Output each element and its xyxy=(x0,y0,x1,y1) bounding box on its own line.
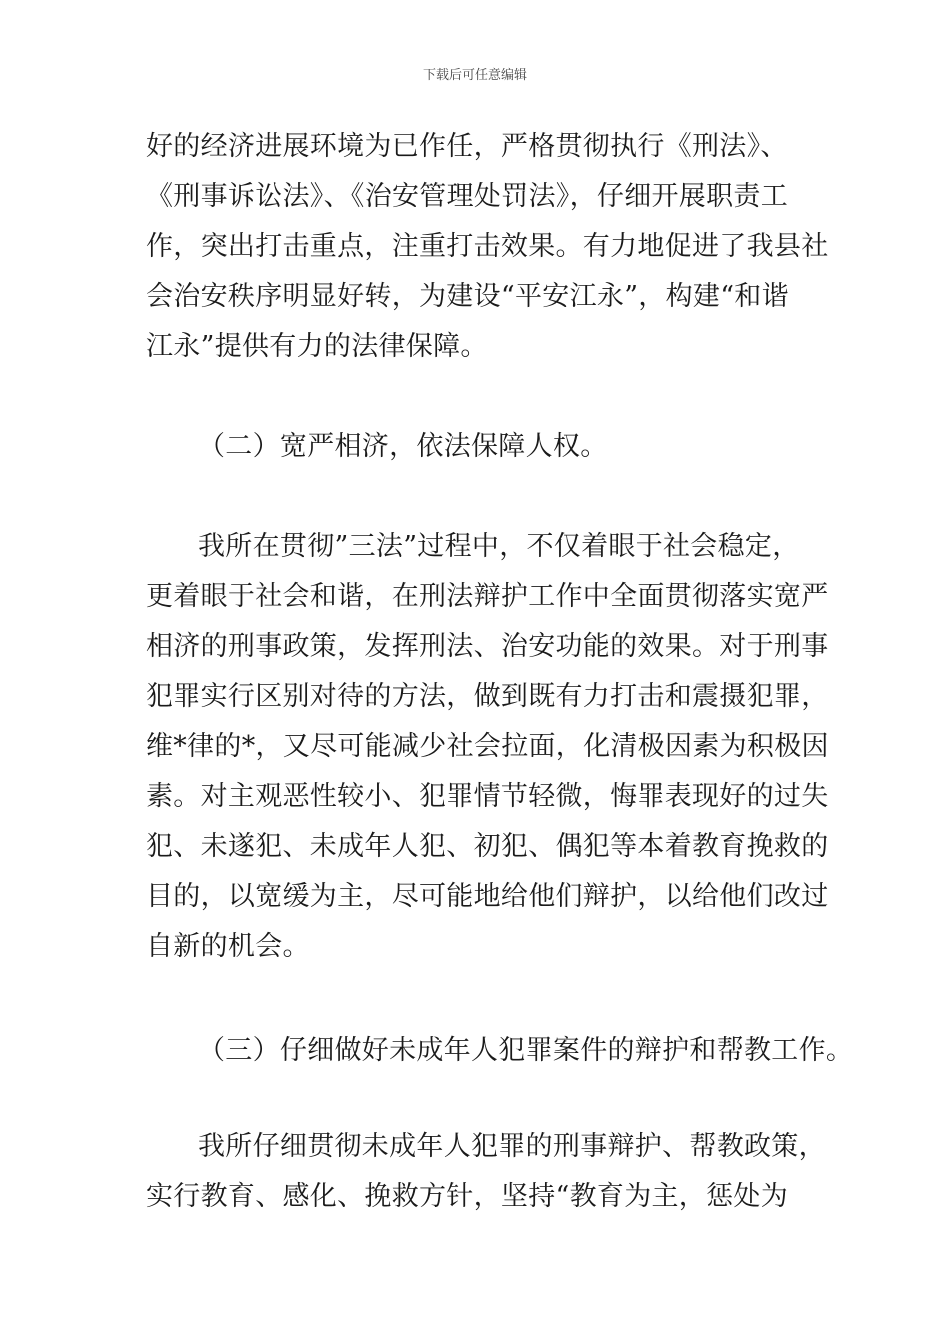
text-line: 我所仔细贯彻未成年人犯罪的刑事辩护、帮教政策， xyxy=(198,1131,826,1162)
text-line: 《刑事诉讼法》、《治安管理处罚法》，仔细开展职责工 xyxy=(146,181,788,212)
section-heading-2: （二）宽严相济，依法保障人权。 xyxy=(198,431,608,462)
paragraph-2 xyxy=(146,522,829,972)
text-line: 犯罪实行区别对待的方法，做到既有力打击和震摄犯罪， xyxy=(146,681,829,712)
text-line: 目的，以宽缓为主，尽可能地给他们辩护，以给他们改过 xyxy=(146,881,829,912)
text-line: 犯、未遂犯、未成年人犯、初犯、偶犯等本着教育挽救的 xyxy=(146,831,829,862)
text-line: 实行教育、感化、挽救方针，坚持“教育为主，惩处为 xyxy=(146,1181,789,1212)
text-line: 作，突出打击重点，注重打击效果。有力地促进了我县社 xyxy=(146,231,829,262)
text-line: 素。对主观恶性较小、犯罪情节轻微，悔罪表现好的过失 xyxy=(146,781,829,812)
text-line: 会治安秩序明显好转，为建设“平安江永”，构建“和谐 xyxy=(146,281,789,312)
text-line: 更着眼于社会和谐，在刑法辩护工作中全面贯彻落实宽严 xyxy=(146,581,829,612)
text-line: 我所在贯彻”三法”过程中，不仅着眼于社会稳定， xyxy=(198,531,800,562)
paragraph-1 xyxy=(146,122,829,372)
section-heading-3: （三）仔细做好未成年人犯罪案件的辩护和帮教工作。 xyxy=(198,1035,854,1066)
text-line: 好的经济进展环境为已作任，严格贯彻执行《刑法》、 xyxy=(146,131,788,162)
page-header: 下载后可任意编辑 xyxy=(422,68,527,83)
text-line: 自新的机会。 xyxy=(146,931,310,962)
text-line: 江永”提供有力的法律保障。 xyxy=(146,331,488,362)
text-line: 相济的刑事政策，发挥刑法、治安功能的效果。对于刑事 xyxy=(146,631,829,662)
document-body xyxy=(146,122,854,1222)
paragraph-3 xyxy=(146,1122,826,1222)
text-line: 维*律的*，又尽可能减少社会拉面，化清极因素为积极因 xyxy=(146,731,829,762)
